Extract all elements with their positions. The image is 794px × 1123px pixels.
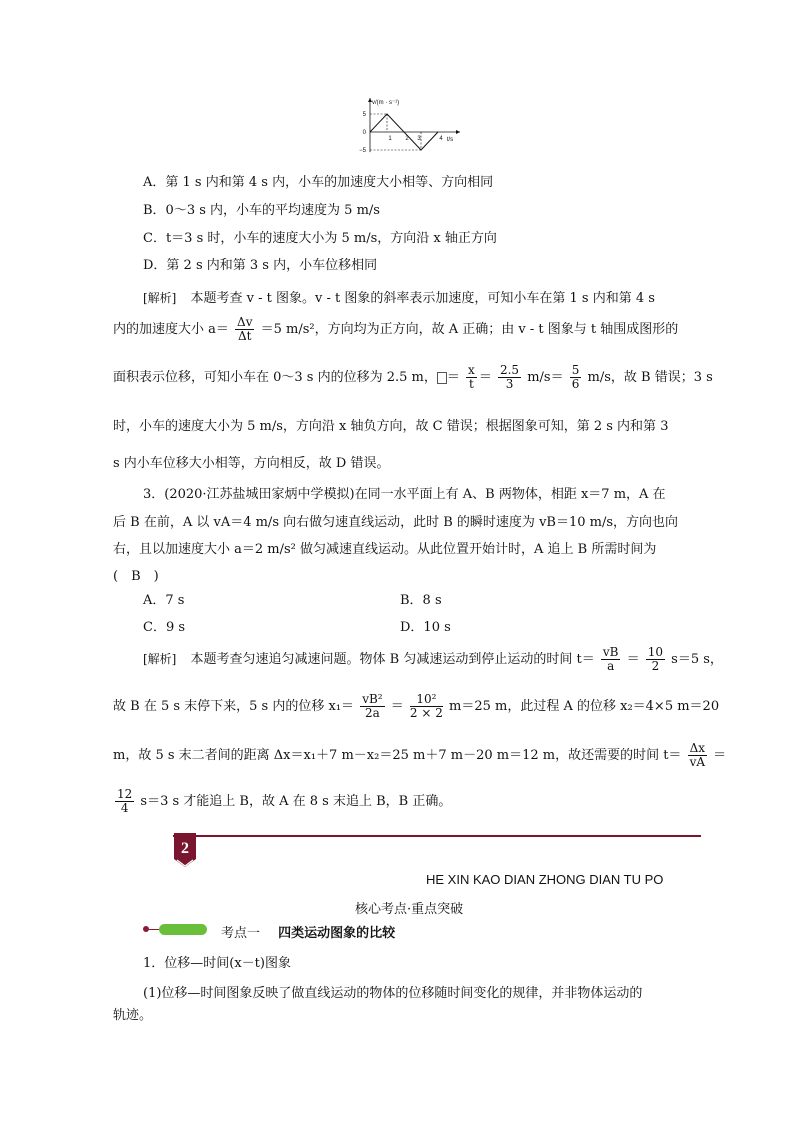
x-tick-4: 4 xyxy=(439,136,443,142)
q2-analysis-line2 xyxy=(113,316,678,343)
q2-analysis-line5: s 内小车位移大小相等，方向相反，故 D 错误。 xyxy=(113,456,390,471)
section-badge-number: 2 xyxy=(181,840,189,857)
analysis-text: m，故 5 s 末二者间的距离 Δx＝x₁＋7 m－x₂＝25 m＋7 m－20 m＝12 m，故还需要的时间 t＝ xyxy=(113,748,682,764)
frac-den: 4 xyxy=(120,801,129,816)
q2-analysis-line3: 面积表示位移，可知小车在 0～3 s 内的位移为 2.5 m， ＝ $\frac{x}{t}$ ＝ $\frac{2.5}{3}$ m/s＝ $\frac{5}{6}$ m/s，故 B 错误；3 s xyxy=(113,363,713,392)
q2-analysis-line4: 时，小车的速度大小为 5 m/s，方向沿 x 轴负方向，故 C 错误；根据图象可知，第 2 s 内和第 3 xyxy=(113,419,669,434)
analysis-text: 本题考查匀速追匀减速问题。物体 B 匀减速运动到停止运动的时间 t＝ xyxy=(190,652,595,668)
q3-stem-line3: 右，且以加速度大小 a＝2 m/s² 做匀减速直线运动。从此位置开始计时，A 追上 B 所需时间为 xyxy=(113,542,657,557)
y-axis-label: v/(m · s⁻¹) xyxy=(372,100,400,106)
x-tick-1: 1 xyxy=(388,136,392,142)
fraction-100-4 xyxy=(410,693,443,720)
fraction-12-4 xyxy=(115,788,134,815)
q2-analysis-line1 xyxy=(143,287,655,306)
analysis-text: 故 B 在 5 s 末停下来，5 s 内的位移 x₁＝ xyxy=(113,699,355,715)
section-title: 核心考点·重点突破 xyxy=(355,902,464,917)
analysis-text: s＝5 s， xyxy=(671,652,723,668)
y-tick-0: 0 xyxy=(362,130,366,136)
frac-den: a xyxy=(607,659,615,674)
frac-num: vB xyxy=(602,645,619,659)
analysis-text: ＝ xyxy=(626,652,640,668)
q2-option-a: A．第 1 s 内和第 4 s 内，小车的加速度大小相等、方向相同 xyxy=(143,175,494,190)
sub-heading-1: 1．位移—时间(x－t)图象 xyxy=(143,956,291,971)
paragraph-1-line1: (1)位移—时间图象反映了做直线运动的物体的位移随时间变化的规律，并非物体运动的 xyxy=(143,986,643,1001)
q3-option-b: B．8 s xyxy=(400,593,442,608)
frac-num: 12 xyxy=(117,787,133,801)
frac-num: Δx xyxy=(689,741,706,755)
q2-option-c: C．t＝3 s 时，小车的速度大小为 5 m/s，方向沿 x 轴正方向 xyxy=(143,231,497,246)
frac-den: 2 xyxy=(651,659,660,674)
frac-den: 2a xyxy=(365,706,380,721)
frac-den: t xyxy=(469,377,474,392)
q2-option-d: D．第 2 s 内和第 3 s 内，小车位移相同 xyxy=(143,258,378,273)
kaodian-label: 考点一 xyxy=(221,926,261,941)
x-axis-label: t/s xyxy=(446,137,454,143)
fraction-x-t xyxy=(466,364,477,391)
frac-den: 3 xyxy=(505,377,514,392)
analysis-text: s＝3 s 才能追上 B，故 A 在 8 s 末追上 B，B 正确。 xyxy=(140,794,452,810)
frac-den: 6 xyxy=(571,377,580,392)
fraction-vb-a xyxy=(601,646,621,673)
q3-analysis-line1 xyxy=(143,646,723,673)
analysis-text: ＝5 m/s²，方向均为正方向，故 A 正确；由 v - t 图象与 t 轴围成图形的 xyxy=(260,322,679,338)
q3-analysis-line2 xyxy=(113,693,719,720)
v-bar-symbol xyxy=(437,372,447,384)
kaodian-title: 四类运动图象的比较 xyxy=(278,926,396,941)
frac-num: 5 xyxy=(571,363,580,377)
section-pinyin: HE XIN KAO DIAN ZHONG DIAN TU PO xyxy=(426,872,664,887)
x-axis-arrow xyxy=(456,130,460,134)
frac-den: vA xyxy=(689,755,706,770)
frac-den: 2 × 2 xyxy=(409,706,443,721)
analysis-text: 内的加速度大小 a＝ xyxy=(113,322,229,338)
fraction-10-2 xyxy=(646,646,665,673)
frac-num: x xyxy=(468,363,475,377)
frac-num: vB² xyxy=(362,692,383,706)
analysis-text: ＝ xyxy=(446,370,460,386)
analysis-tag: [解析] xyxy=(143,291,177,305)
q3-stem-line1: 3．(2020·江苏盐城田家炳中学模拟)在同一水平面上有 A、B 两物体，相距 x＝7 m，A 在 xyxy=(143,487,666,502)
pill-connector xyxy=(149,929,159,930)
frac-num: 10² xyxy=(410,693,443,707)
x-tick-3: 3 xyxy=(417,136,421,142)
analysis-text: m＝25 m，此过程 A 的位移 x₂＝4×5 m＝20 xyxy=(449,699,720,715)
section-divider xyxy=(173,835,701,837)
analysis-text: ＝ xyxy=(390,699,404,715)
q3-option-c: C．9 s xyxy=(143,620,186,635)
q2-option-b: B．0～3 s 内，小车的平均速度为 5 m/s xyxy=(143,203,380,218)
kaodian-pill xyxy=(159,924,207,935)
paragraph-1-line2: 轨迹。 xyxy=(113,1008,153,1023)
analysis-text: m/s，故 B 错误；3 s xyxy=(587,370,713,386)
x-tick-2: 2 xyxy=(405,136,409,142)
q3-answer: ( B ) xyxy=(113,569,159,584)
frac-num: 2.5 xyxy=(499,363,520,377)
analysis-text: ＝ xyxy=(713,748,727,764)
fraction-dx-va xyxy=(688,742,707,769)
q3-stem-line2: 后 B 在前，A 以 vA＝4 m/s 向右做匀速直线运动，此时 B 的瞬时速度为 vB＝10 m/s，方向也向 xyxy=(113,515,679,530)
analysis-text: m/s＝ xyxy=(527,370,564,386)
analysis-text: 面积表示位移，可知小车在 0～3 s 内的位移为 2.5 m， xyxy=(113,370,437,386)
fraction-5-6 xyxy=(570,364,582,391)
vt-graph xyxy=(352,96,468,158)
q3-analysis-line4 xyxy=(113,788,451,815)
frac-num: Δv xyxy=(237,315,253,329)
frac-num: 10 xyxy=(647,645,664,659)
analysis-text: 本题考查 v - t 图象。v - t 图象的斜率表示加速度，可知小车在第 1 s 内和第 4 s xyxy=(190,291,655,306)
fraction-dv-dt xyxy=(235,316,254,343)
kaodian-heading xyxy=(221,922,395,941)
frac-den: Δt xyxy=(238,329,252,344)
q3-analysis-line3 xyxy=(113,742,726,769)
q3-option-a: A．7 s xyxy=(143,593,185,608)
fraction-vb2-2a xyxy=(360,693,384,720)
q3-option-d: D．10 s xyxy=(400,620,451,635)
y-tick-neg5: −5 xyxy=(359,148,366,154)
section-badge xyxy=(174,833,196,869)
y-tick-5: 5 xyxy=(362,112,366,118)
analysis-tag: [解析] xyxy=(143,652,177,667)
fraction-25-3 xyxy=(498,364,521,391)
